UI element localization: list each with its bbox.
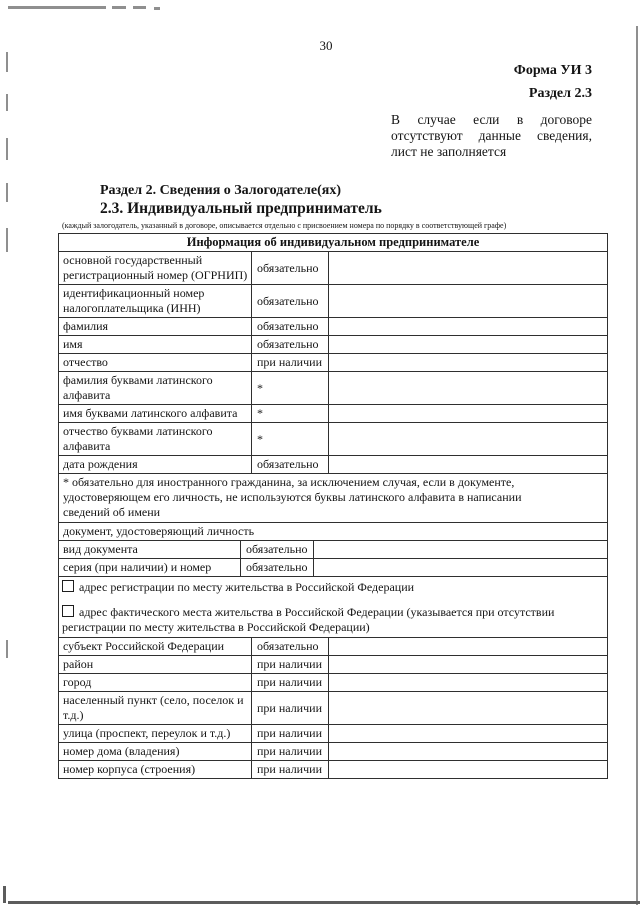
- fill-instruction-note: (каждый залогодатель, указанный в договоре, описывается отдельно с присвоением номера по порядку в соответствующей графе): [62, 221, 507, 230]
- requirement-cell: при наличии: [251, 674, 328, 691]
- conditions-note: В случае если в договоре отсутствуют данные сведения, лист не заполняется: [391, 112, 592, 159]
- requirement-cell: при наличии: [251, 725, 328, 742]
- requirement-cell: *: [251, 423, 328, 455]
- table-row-field: [59, 317, 607, 335]
- field-label: идентификационный номер налогоплательщика (ИНН): [63, 286, 205, 315]
- value-cell[interactable]: [328, 318, 607, 335]
- value-cell[interactable]: [328, 423, 607, 455]
- checkbox-label: адрес регистрации по месту жительства в Российской Федерации: [79, 580, 415, 594]
- table-row-checkbox: [59, 576, 607, 601]
- value-cell[interactable]: [328, 456, 607, 473]
- requirement-cell: при наличии: [251, 761, 328, 778]
- requirement-cell: обязательно: [240, 559, 313, 576]
- scan-edge-left-mark: [3, 886, 6, 903]
- field-label: фамилия: [63, 319, 109, 333]
- field-label: основной государственный регистрационный номер (ОГРНИП): [63, 253, 248, 282]
- section-title: Раздел 2. Сведения о Залогодателе(ях): [100, 183, 342, 198]
- scan-edge-top-dash: [133, 6, 146, 9]
- scan-edge-top: [8, 6, 106, 9]
- table-row-field: [59, 251, 607, 284]
- requirement-cell: при наличии: [251, 692, 328, 724]
- requirement-cell: обязательно: [240, 541, 313, 558]
- value-cell[interactable]: [313, 541, 607, 558]
- field-label: отчество буквами латинского алфавита: [63, 424, 213, 453]
- value-cell[interactable]: [328, 725, 607, 742]
- scan-edge-top-dash: [154, 7, 160, 10]
- requirement-cell: обязательно: [251, 638, 328, 655]
- value-cell[interactable]: [328, 743, 607, 760]
- checkbox-row-content: [59, 577, 607, 601]
- scan-edge-left-dash: [6, 94, 8, 111]
- value-cell[interactable]: [328, 354, 607, 371]
- section-code-label: Раздел 2.3: [528, 86, 592, 101]
- scan-edge-bottom: [8, 901, 640, 904]
- requirement-cell: обязательно: [251, 336, 328, 353]
- table-row-field: [59, 353, 607, 371]
- value-cell[interactable]: [328, 761, 607, 778]
- table-row-field: [59, 404, 607, 422]
- subsection-title: 2.3. Индивидуальный предприниматель: [100, 200, 382, 217]
- requirement-cell: обязательно: [251, 252, 328, 284]
- table-row-field: [59, 691, 607, 724]
- table-row-checkbox: [59, 601, 607, 637]
- table-row-field: [59, 655, 607, 673]
- section-span-label: документ, удостоверяющий личность: [63, 524, 255, 538]
- value-cell[interactable]: [328, 372, 607, 404]
- value-cell[interactable]: [328, 692, 607, 724]
- checkbox-row-content: [59, 602, 607, 637]
- field-label: имя: [63, 337, 83, 351]
- checkbox[interactable]: [62, 580, 74, 592]
- requirement-cell: обязательно: [251, 318, 328, 335]
- scan-edge-top-dash: [112, 6, 126, 9]
- table-row-field: [59, 455, 607, 473]
- scan-edge-left-dash: [6, 228, 8, 252]
- scan-edge-right: [636, 26, 638, 905]
- field-label: серия (при наличии) и номер: [63, 560, 212, 574]
- field-label: вид документа: [63, 542, 138, 556]
- form-code-label: Форма УИ 3: [513, 63, 592, 78]
- scan-edge-left-dash: [6, 183, 8, 202]
- value-cell[interactable]: [328, 285, 607, 317]
- field-label: район: [63, 657, 94, 671]
- footnote-text: * обязательно для иностранного гражданина, за исключением случая, если в документе, удостоверяющем его личность, не используются буквы латинского алфавита в написании сведений об имени: [63, 475, 522, 519]
- requirement-cell: *: [251, 372, 328, 404]
- value-cell[interactable]: [328, 638, 607, 655]
- checkbox-label: адрес фактического места жительства в Российской Федерации (указывается при отсутствии регистрации по месту жительства в Российской Федерации): [62, 605, 555, 634]
- value-cell[interactable]: [328, 336, 607, 353]
- value-cell[interactable]: [313, 559, 607, 576]
- table-row-section-span: [59, 522, 607, 540]
- field-label: номер дома (владения): [63, 744, 180, 758]
- table-row-field: [59, 371, 607, 404]
- page-number: 30: [319, 38, 333, 53]
- table-row-field: [59, 760, 607, 778]
- scan-edge-left-dash: [6, 640, 8, 658]
- field-label: фамилия буквами латинского алфавита: [63, 373, 213, 402]
- requirement-cell: при наличии: [251, 743, 328, 760]
- field-label: город: [63, 675, 92, 689]
- table-row-field: [59, 284, 607, 317]
- requirement-cell: при наличии: [251, 656, 328, 673]
- table-row-field: [59, 637, 607, 655]
- table-row-field: [59, 742, 607, 760]
- table-row-field: [59, 335, 607, 353]
- requirement-cell: при наличии: [251, 354, 328, 371]
- table-rows: [59, 251, 607, 778]
- field-label: субъект Российской Федерации: [63, 639, 225, 653]
- table-row-footnote: [59, 473, 607, 522]
- requirement-cell: *: [251, 405, 328, 422]
- scan-edge-left-dash: [6, 52, 8, 72]
- field-label: дата рождения: [63, 457, 138, 471]
- table-row-field: [59, 540, 607, 558]
- field-label: улица (проспект, переулок и т.д.): [63, 726, 231, 740]
- field-label: отчество: [63, 355, 108, 369]
- checkbox[interactable]: [62, 605, 74, 617]
- table-title: Информация об индивидуальном предпринимателе: [186, 235, 480, 249]
- table-row-field: [59, 422, 607, 455]
- entrepreneur-info-table: [58, 233, 608, 779]
- table-row-field: [59, 724, 607, 742]
- value-cell[interactable]: [328, 405, 607, 422]
- value-cell[interactable]: [328, 252, 607, 284]
- table-row-field: [59, 673, 607, 691]
- field-label: имя буквами латинского алфавита: [63, 406, 238, 420]
- scan-edge-left-dash: [6, 138, 8, 160]
- value-cell[interactable]: [328, 674, 607, 691]
- field-label: номер корпуса (строения): [63, 762, 196, 776]
- value-cell[interactable]: [328, 656, 607, 673]
- requirement-cell: обязательно: [251, 285, 328, 317]
- field-label: населенный пункт (село, поселок и т.д.): [63, 693, 244, 722]
- requirement-cell: обязательно: [251, 456, 328, 473]
- table-row-field: [59, 558, 607, 576]
